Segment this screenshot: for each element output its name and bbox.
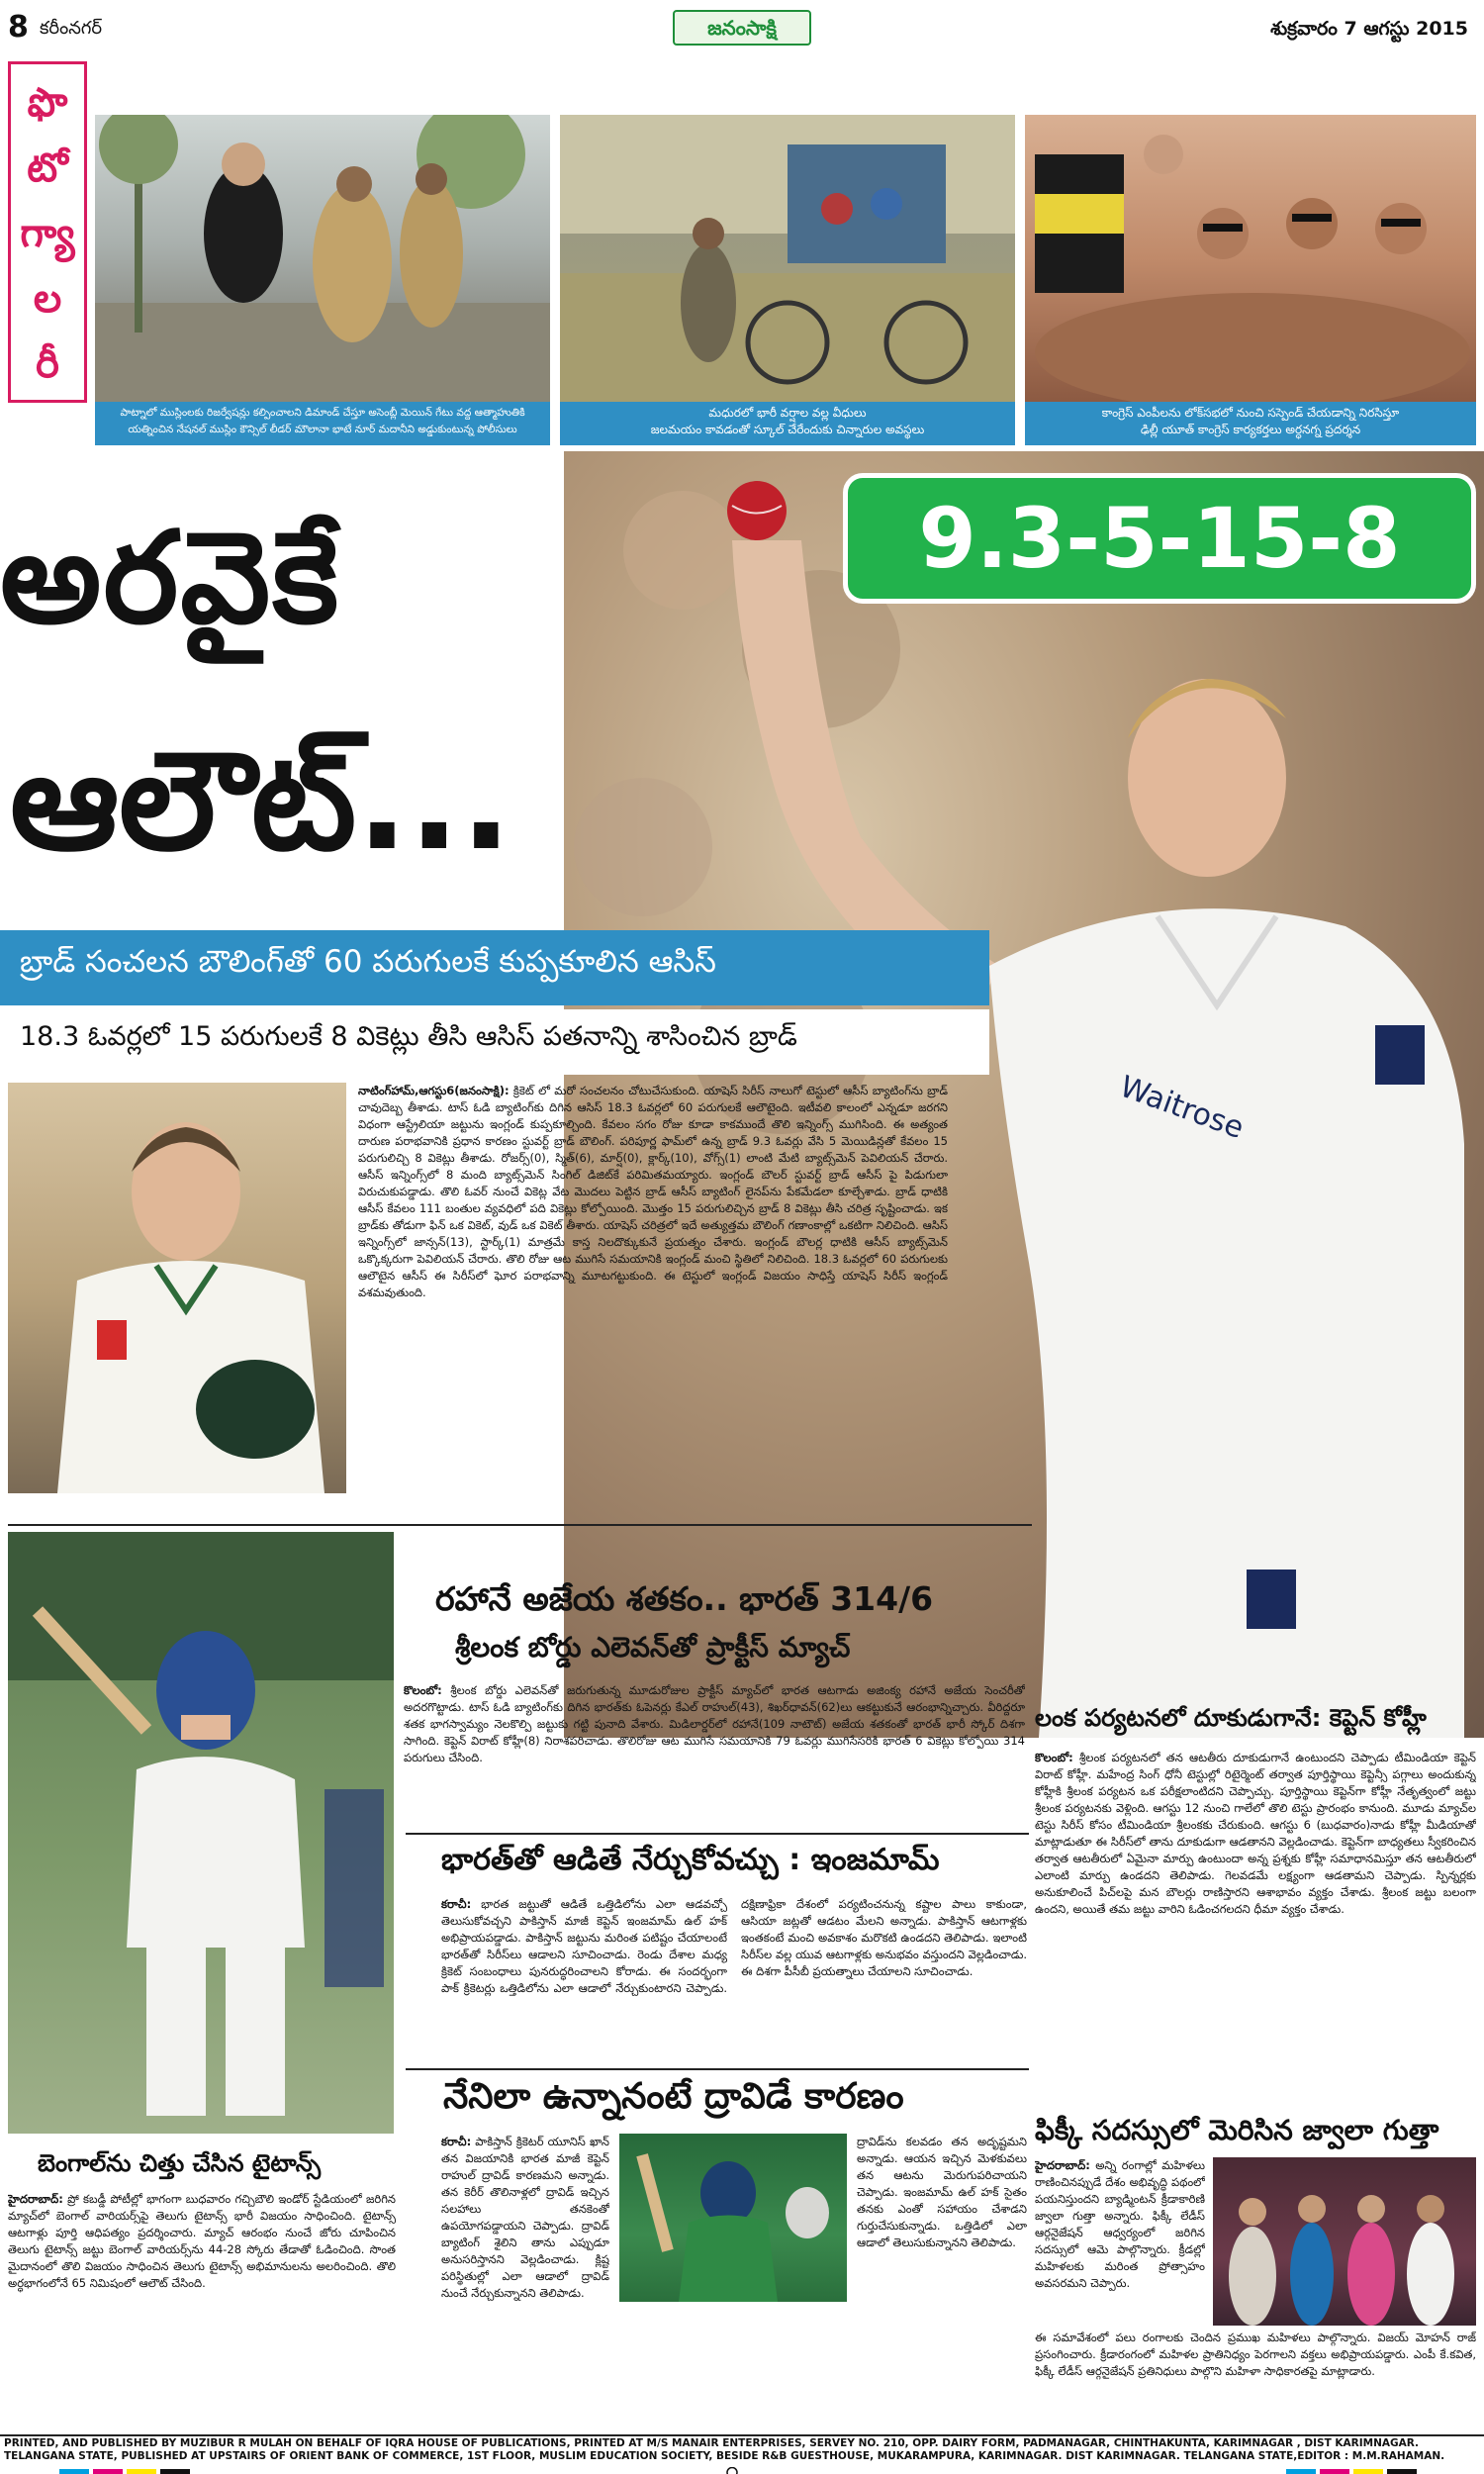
imprint-line-1: PRINTED, AND PUBLISHED BY MUZIBUR R MULAH ON BEHALF OF IQRA HOUSE OF PUBLICATIONS, PRINTED AT M/S MANAIR ENTERPRISES, SERVEY NO. 210, OPP. DAIRY FORM, PADMANAGAR, CHINTHAKUNTA, KARIMNAGAR , DIST KARIMNAGAR. bbox=[4, 2437, 1420, 2449]
section-divider bbox=[8, 1524, 1032, 1526]
footer-rule bbox=[0, 2434, 1484, 2436]
colour-bar-graphic bbox=[0, 2467, 1484, 2474]
gallery-photo-mathura-flood bbox=[560, 115, 1015, 402]
jwala-story-text-bottom: ఈ సమావేశంలో పలు రంగాలకు చెందిన ప్రముఖ మహిళలు పాల్గొన్నారు. విజయ్ మోహన్ రాజ్ ప్రసంగించారు. క్రీడారంగంలో మహిళల ప్రాతినిధ్యం పెరగాలని వక్తలు అభిప్రాయపడ్డారు. ఎంపీ కే.కవిత, ఫిక్కీ లేడీస్ ఆర్గనైజేషన్ ప్రతినిధులు పాల్గొని మహిళా సాధికారతపై మాట్లాడారు. bbox=[1035, 2331, 1476, 2378]
gallery-photo-youth-congress bbox=[1025, 115, 1476, 402]
page-header bbox=[0, 0, 1484, 57]
bowling-figures: 9.3-5-15-8 bbox=[918, 490, 1401, 587]
bowling-figures-box bbox=[843, 473, 1476, 604]
caption-line: కాంగ్రెస్ ఎంపీలను లోక్‌సభలో నుంచి సస్పెండ్ చేయడాన్ని నిరసిస్తూ bbox=[1101, 406, 1400, 420]
flood-scene-graphic bbox=[560, 115, 1015, 402]
main-headline-line2: ఆలౌట్... bbox=[10, 721, 512, 881]
kohli-story-body bbox=[1035, 1750, 1476, 2108]
inzamam-story-body bbox=[441, 1896, 1027, 2062]
younis-story-body-right bbox=[857, 2134, 1027, 2430]
protest-scene-graphic bbox=[95, 115, 550, 402]
gallery-caption-3 bbox=[1025, 402, 1476, 445]
print-colour-bar bbox=[0, 2463, 1484, 2474]
svg-text:Waitrose: Waitrose bbox=[1115, 1069, 1249, 1147]
edition-label: కరీంనగర్ bbox=[40, 18, 102, 39]
younis-graphic bbox=[619, 2134, 847, 2302]
gallery-label-char: రీ bbox=[36, 341, 59, 387]
jwala-story-body-left bbox=[1035, 2157, 1205, 2326]
main-headline-line1: అరవైకే bbox=[0, 505, 341, 652]
younis-dateline: కరాచీ: bbox=[441, 2135, 472, 2148]
subhead-2-text: 18.3 ఓవర్లలో 15 పరుగులకే 8 వికెట్లు తీసి ఆసిస్ పతనాన్ని శాసించిన బ్రాడ్ bbox=[20, 1021, 797, 1052]
inzamam-headline: భారత్‌తో ఆడితే నేర్చుకోవచ్చు : ఇంజమామ్ bbox=[441, 1843, 940, 1877]
caption-line: ఢిల్లీ యూత్ కాంగ్రెస్ కార్యకర్తలు అర్ధనగ్న ప్రదర్శన bbox=[1140, 423, 1361, 436]
caption-line: యత్నించిన నేషనల్ ముస్లిం కౌన్సిల్ లీడర్ మౌలానా భాటే నూర్ మదానీని అడ్డుకుంటున్న పోలీసులు bbox=[128, 424, 517, 435]
caption-line: మధురలో భారీ వర్షాల వల్ల వీధులు bbox=[708, 406, 867, 420]
photo-younis-khan bbox=[619, 2134, 847, 2302]
gallery-photo-patna-protest bbox=[95, 115, 550, 402]
titans-headline: బెంగాల్‌ను చిత్తు చేసిన టైటాన్స్ bbox=[38, 2149, 322, 2177]
caption-line: జలమయం కావడంతో స్కూల్ చేరేందుకు చిన్నారుల అవస్థలు bbox=[650, 423, 925, 436]
gallery-caption-2 bbox=[560, 402, 1015, 445]
rahane-dateline: కొలంబో: bbox=[404, 1683, 442, 1697]
gallery-label-char: గ్యా bbox=[20, 211, 75, 256]
rahane-graphic bbox=[8, 1532, 394, 2134]
kohli-headline: లంక పర్యటనలో దూకుడుగానే: కెప్టెన్ కోహ్లీ bbox=[1035, 1704, 1427, 1732]
subhead-1-text: బ్రాడ్ సంచలన బౌలింగ్‌తో 60 పరుగులకే కుప్పకూలిన ఆసిస్ bbox=[20, 944, 716, 980]
main-subhead-2 bbox=[0, 1009, 989, 1075]
protest-crowd-graphic bbox=[1025, 115, 1476, 402]
gallery-caption-1 bbox=[95, 402, 550, 445]
jwala-story-body-bottom bbox=[1035, 2330, 1476, 2428]
titans-headline-box bbox=[8, 2141, 394, 2187]
rahane-headline: రహానే అజేయ శతకం.. భారత్ 314/6 bbox=[435, 1579, 934, 1618]
event-group-graphic bbox=[1213, 2157, 1476, 2326]
younis-story-text-left: పాకిస్తాన్ క్రికెటర్ యూనిస్ ఖాన్ తన విజయానికి భారత మాజీ కెప్టెన్ రాహుల్ ద్రావిడ్ కారణమని అన్నాడు. తన కెరీర్ తొలినాళ్లలో ద్రావిడ్ ఇచ్చిన సలహాలు తనకెంతో ఉపయోగపడ్డాయని చెప్పాడు. ద్రావిడ్ బ్యాటింగ్ శైలిని తాను ఎప్పుడూ అనుసరిస్తానని వెల్లడించాడు. క్లిష్ట పరిస్థితుల్లో ఎలా ఆడాలో ద్రావిడ్ నుంచే నేర్చుకున్నానని తెలిపాడు. bbox=[441, 2135, 609, 2300]
jwala-dateline: హైదరాబాద్: bbox=[1035, 2158, 1090, 2172]
titans-story-text: ప్రో కబడ్డీ పోటీల్లో భాగంగా బుధవారం గచ్చిబౌలి ఇండోర్ స్టేడియంలో జరిగిన మ్యాచ్‌లో బెంగాల్ వారియర్స్‌పై తెలుగు టైటాన్స్ భారీ విజయం సాధించింది. టైటాన్స్ ఆటగాళ్లు పూర్తి ఆధిపత్యం ప్రదర్శించారు. మ్యాచ్ ఆరంభం నుంచే జోరు చూపించిన తెలుగు టైటాన్స్ జట్టు బెంగాల్ వారియర్స్‌ను 44-28 స్కోరు తేడాతో ఓడించింది. సొంత మైదానంలో తొలి విజయం సాధించిన తెలుగు టైటాన్స్ అభిమానులను అలరించింది. తొలి అర్ధభాగంలోనే 65 నిమిషంలో ఆలౌట్ చేసింది. bbox=[8, 2192, 396, 2290]
issue-date: శుక్రవారం 7 ఆగస్టు 2015 bbox=[1270, 18, 1468, 40]
inzamam-dateline: కరాచీ: bbox=[441, 1897, 472, 1911]
rahane-story-text: శ్రీలంక బోర్డు ఎలెవన్‌తో జరుగుతున్న మూడురోజుల ప్రాక్టీస్ మ్యాచ్‌లో భారత ఆటగాడు అజింక్య రహానే అజేయ సెంచరీతో అదరగొట్టాడు. టాస్ ఓడి బ్యాటింగ్‌కు దిగిన భారత్‌కు ఓపెనర్లు కేఎల్ రాహుల్(43), శిఖర్‌ధావన్(62)లు ఆకట్టుకునే ఆరంభాన్నిచ్చారు. వీరిద్దరూ శతక భాగస్వామ్యం నెలకొల్పి జట్టుకు గట్టి పునాది వేశారు. మిడిలార్డర్‌లో రహానే(109 నాటౌట్) అజేయ శతకంతో భారత్ భారీ స్కోర్ దిశగా సాగింది. కెప్టెన్ విరాట్ కోహ్లీ(8) నిరాశపరిచాడు. తొలిరోజు ఆట ముగిసే సమయానికి 79 ఓవర్లు ముగిసేసరికి భారత్ 6 వికెట్లు కోల్పోయి 314 పరుగులు చేసింది. bbox=[404, 1683, 1025, 1764]
kohli-story-text: శ్రీలంక పర్యటనలో తన ఆటతీరు దూకుడుగానే ఉంటుందని చెప్పాడు టీమిండియా కెప్టెన్ విరాట్ కోహ్లీ. మహేంద్ర సింగ్ ధోనీ టెస్టుల్లో రిటైర్మెంట్ తర్వాత పూర్తిస్థాయి కెప్టెన్సీ పగ్గాలు అందుకున్న కోహ్లీకి శ్రీలంక పర్యటన ఒక పరీక్షలాంటిదని చెప్పొచ్చు. పూర్తిస్థాయి కెప్టెన్‌గా కోహ్లీ నేతృత్వంలో జట్టు శ్రీలంక పర్యటనకు వెళ్లింది. ఆగస్టు 12 నుంచి గాలేలో తొలి టెస్టు ప్రారంభం కానుంది. మూడు మ్యాచ్‌ల టెస్టు సిరీస్ కోసం టీమిండియా శ్రీలంకకు చేరుకుంది. ఆగస్టు 6 (బుధవారం)నాడు కోహ్లీ మీడియాతో మాట్లాడుతూ ఈ సిరీస్‌లో తాను దూకుడుగా ఆడతానని వెల్లడించాడు. కెప్టెన్‌గా బాధ్యతలు స్వీకరించిన తర్వాత ఆటతీరులో ఏమైనా మార్పు ఉంటుందా అన్న ప్రశ్నకు కోహ్లీ సమాధానమిస్తూ తన ఆటతీరులో ఎలాంటి మార్పు ఉండదని తెలిపాడు. గెలవడమే లక్ష్యంగా ఆడతామని చెప్పాడు. స్పిన్నర్లకు అనుకూలించే పిచ్‌లపై మన బౌలర్లు రాణిస్తారని ఆశాభావం వ్యక్తం చేశాడు. శ్రీలంక జట్టు బలంగా ఉందని, అయితే తమ జట్టు వారిని ఓడించగలదని ధీమా వ్యక్తం చేశాడు. bbox=[1035, 1751, 1476, 1916]
titans-story-body bbox=[8, 2191, 396, 2428]
rahane-story-body bbox=[404, 1682, 1025, 1821]
inzamam-story-text: భారత జట్టుతో ఆడితే ఒత్తిడిలోను ఎలా ఆడవచ్చో తెలుసుకోవచ్చని పాకిస్తాన్ మాజీ కెప్టెన్ ఇంజమామ్ ఉల్ హక్ అభిప్రాయపడ్డాడు. పాకిస్తాన్ జట్టును మరింత పటిష్టం చేయాలంటే భారత్‌తో సిరీస్‌లు ఆడాలని సూచించాడు. రెండు దేశాల మధ్య క్రికెట్ సంబంధాలు పునరుద్ధరించాలని కోరాడు. ఈ సందర్భంగా పాక్ క్రికెటర్లు ఒత్తిడిలోను ఎలా ఆడాలో నేర్చుకుంటారని చెప్పాడు. దక్షిణాఫ్రికా దేశంలో పర్యటించనున్న కష్టాల పాలు కాకుండా, ఆసియా జట్లతో ఆడటం మేలని అన్నాడు. పాకిస్తాన్ ఆటగాళ్లకు ఇంతకంటే మంచి అవకాశం మరొకటి ఉండదని తెలిపాడు. ఇలాంటి సిరీస్‌ల వల్ల యువ ఆటగాళ్లకు అనుభవం వస్తుందని వెల్లడించాడు. ఈ దిశగా పీసీబీ ప్రయత్నాలు చేయాలని సూచించాడు. bbox=[441, 1897, 1027, 1995]
kohli-dateline: కొలంబో: bbox=[1035, 1751, 1073, 1764]
main-story-dateline: నాటింగ్‌హామ్,ఆగస్టు6(జనంసాక్షి): bbox=[358, 1084, 510, 1097]
imprint-line-2: TELANGANA STATE, PUBLISHED AT UPSTAIRS OF ORIENT BANK OF COMMERCE, 1ST FLOOR, MUSLIM EDUCATION SOCIETY, BESIDE R&B GUESTHOUSE, MUKARAMPURA, KARIMNAGAR. DIST KARIMNAGAR. TELANGANA STATE,EDITOR : M.M.RAHAMAN. bbox=[4, 2450, 1445, 2462]
main-story-text: క్రికెట్ లో మరో సంచలనం చోటుచేసుకుంది. యాషెస్ సిరీస్ నాలుగో టెస్టులో ఆసీస్ బ్యాటింగ్‌ను బ్రాడ్ చావుదెబ్బ తీశాడు. టాస్ ఓడి బ్యాటింగ్‌కు దిగిన ఆసిస్ 18.3 ఓవర్లలో 60 పరుగులకే ఆలౌటైంది. ఇటీవలి కాలంలో ఎన్నడూ జరగని విధంగా ఆస్ట్రేలియా జట్టును ఇంగ్లండ్ కుప్పకూల్చింది. కేవలం సగం రోజు కూడా కాకముందే తొలి ఇన్నింగ్స్ ముగిసింది. ఈ అత్యంత దారుణ పరాభవానికి ప్రధాన కారణం స్టువర్ట్ బ్రాడ్ బౌలింగ్. పరిపూర్ణ ఫామ్‌లో ఉన్న బ్రాడ్ 9.3 ఓవర్లు వేసి 5 మెయిడిన్లతో కేవలం 15 పరుగులిచ్చి 8 వికెట్లు తీశాడు. రోజర్స్(0), స్మిత్(6), మార్ష్(0), క్లార్క్(10), వోగ్స్(1) లాంటి మేటి బ్యాట్స్‌మెన్ పెవిలియన్ చేరారు. ఆసీస్ ఇన్నింగ్స్‌లో 8 మంది బ్యాట్స్‌మెన్ సింగిల్ డిజిట్‌కే పరిమితమయ్యారు. ఇంగ్లండ్ బౌలర్ స్టువర్ట్ బ్రాడ్ ఆసీస్ పై పిడుగులా విరుచుకుపడ్డాడు. తొలి ఓవర్ నుంచే వికెట్ల వేట మొదలు పెట్టిన బ్రాడ్ ఆసీస్ బ్యాటింగ్ లైనప్‌ను పేకమేడలా కూల్చేశాడు. బ్రాడ్ ధాటికి ఆసీస్ కేవలం 111 బంతుల వ్యవధిలో పది వికెట్లు కోల్పోయింది. మొత్తం 15 పరుగులిచ్చిన బ్రాడ్ 8 వికెట్లు తీసి చరిత్ర సృష్టించాడు. ఇక బ్రాడ్‌కు తోడుగా ఫిన్ ఒక వికెట్, వుడ్ ఒక వికెట్ తీశారు. యాషెస్ చరిత్రలో ఇదే అత్యుత్తమ బౌలింగ్ గణాంకాల్లో ఒకటిగా నిలిచింది. ఆసిస్ ఇన్నింగ్స్‌లో జాన్సన్(13), స్టార్క్(1) మాత్రమే కాస్త నిలదొక్కుకునే ప్రయత్నం చేశారు. ఇంగ్లండ్ బౌలర్ల ధాటికి ఆసీస్ బ్యాట్స్‌మెన్ ఒక్కొక్కరుగా పెవిలియన్ చేరారు. తొలి రోజు ఆట ముగిసే సమయానికి ఇంగ్లండ్ మంచి స్థితిలో నిలిచింది. 18.3 ఓవర్లలో 60 పరుగులకు ఆలౌటైన ఆసీస్ ఈ సిరీస్‌లో ఘోర పరాభవాన్ని మూటగట్టుకుంది. ఈ టెస్టులో ఇంగ్లండ్ విజయం సాధిస్తే యాషెస్ సిరీస్ ఇంగ్లండ్ వశమవుతుంది. bbox=[358, 1084, 948, 1299]
gallery-label-char: ల bbox=[33, 276, 62, 322]
younis-story-text-right: ద్రావిడ్‌ను కలవడం తన అదృష్టమని అన్నాడు. ఆయన ఇచ్చిన మెళకువలు తన ఆటను మెరుగుపరిచాయని చెప్పాడు. ఇంజమామ్ ఉల్ హక్ సైతం తనకు ఎంతో సహాయం చేశాడని గుర్తుచేసుకున్నాడు. ఒత్తిడిలో ఎలా ఆడాలో తెలుసుకున్నానని తెలిపాడు. bbox=[857, 2135, 1027, 2249]
photo-gallery-label bbox=[8, 61, 87, 403]
section-divider bbox=[406, 1833, 1029, 1835]
titans-dateline: హైదరాబాద్: bbox=[8, 2192, 63, 2206]
masthead-text: జనంసాక్షి bbox=[707, 16, 777, 40]
photo-rahane-batting bbox=[8, 1532, 394, 2134]
main-subhead-1 bbox=[0, 930, 989, 1005]
photo-jwala-gutta-event bbox=[1213, 2157, 1476, 2326]
caption-line: పాట్నాలో ముస్లింలకు రిజర్వేషన్లు కల్పించాలని డిమాండ్ చేస్తూ అసెంబ్లీ మెయిన్ గేటు వద్ద ఆత్మాహుతికి bbox=[120, 407, 525, 419]
photo-michael-clarke bbox=[8, 1083, 346, 1493]
jwala-headline: ఫిక్కీ సదస్సులో మెరిసిన జ్వాలా గుత్తా bbox=[1035, 2114, 1439, 2146]
younis-headline: నేనిలా ఉన్నానంటే ద్రావిడే కారణం bbox=[443, 2076, 904, 2117]
main-story-body bbox=[358, 1083, 948, 1488]
rahane-subhead: శ్రీలంక బోర్డు ఎలెవన్‌తో ప్రాక్టీస్ మ్యాచ్ bbox=[455, 1631, 851, 1664]
masthead-logo bbox=[673, 10, 811, 46]
younis-story-body-left bbox=[441, 2134, 609, 2430]
gallery-label-char: టో bbox=[27, 145, 68, 191]
gallery-label-char: ఫొ bbox=[27, 80, 68, 126]
batsman-graphic bbox=[8, 1083, 346, 1493]
page-number: 8 bbox=[8, 10, 29, 45]
section-divider bbox=[406, 2068, 1029, 2070]
jwala-story-text-left: అన్ని రంగాల్లో మహిళలు రాణించినప్పుడే దేశం అభివృద్ధి పథంలో పయనిస్తుందని బ్యాడ్మింటన్ క్రీడాకారిణి జ్వాలా గుత్తా అన్నారు. ఫిక్కీ లేడీస్ ఆర్గనైజేషన్ ఆధ్వర్యంలో జరిగిన సదస్సులో ఆమె పాల్గొన్నారు. క్రీడల్లో మహిళలకు మరింత ప్రోత్సాహం అవసరమని చెప్పారు. bbox=[1035, 2158, 1205, 2290]
